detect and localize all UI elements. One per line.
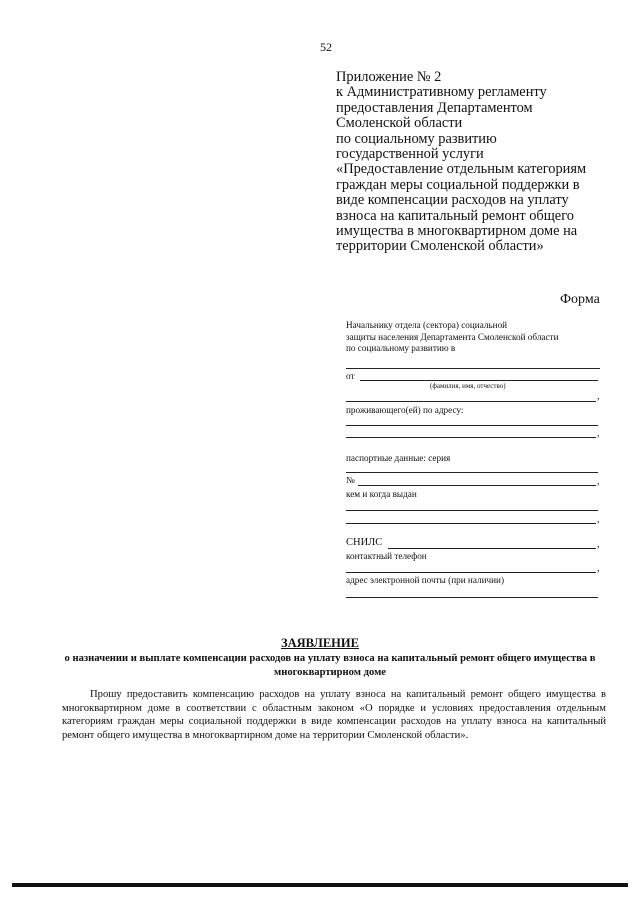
- page-number: 52: [320, 40, 332, 54]
- comma: ,: [597, 428, 600, 439]
- annex-line: к Административному регламенту: [336, 84, 547, 101]
- email-label: адрес электронной почты (при наличии): [346, 575, 505, 585]
- fio-hint: (фамилия, имя, отчество): [430, 382, 506, 390]
- statement-title: ЗАЯВЛЕНИЕ: [281, 636, 359, 650]
- annex-line: граждан меры социальной поддержки в: [336, 176, 580, 193]
- comma: ,: [597, 539, 600, 550]
- address-label: проживающего(ей) по адресу:: [346, 405, 464, 415]
- annex-line: Приложение № 2: [336, 69, 442, 85]
- statement-subtitle: о назначении и выплате компенсации расходов на уплату взноса на капитальный ремонт общего имущества в многоквартирном доме: [64, 653, 596, 678]
- passport-number-line[interactable]: [358, 485, 596, 486]
- comma: ,: [597, 391, 600, 402]
- comma: ,: [597, 514, 600, 525]
- annex-line: имущества в многоквартирном доме на: [336, 223, 578, 240]
- bottom-border: [12, 883, 628, 887]
- recipient-block: [346, 320, 601, 355]
- comma: ,: [597, 476, 600, 487]
- passport-number-label: №: [346, 475, 355, 485]
- comma: ,: [597, 563, 600, 574]
- annex-line: предоставления Департаментом: [336, 99, 533, 116]
- address-line-1[interactable]: [346, 425, 598, 426]
- issued-line-1[interactable]: [346, 510, 598, 511]
- snils-label: СНИЛС: [346, 537, 383, 548]
- annex-line: «Предоставление отдельным категориям: [336, 161, 587, 178]
- email-line[interactable]: [346, 597, 598, 598]
- snils-line[interactable]: [388, 548, 596, 549]
- from-label: от: [346, 371, 355, 381]
- annex-header: [336, 70, 606, 255]
- recipient-dept-line[interactable]: [346, 368, 600, 369]
- recipient-line: защиты населения Департамента Смоленской области: [346, 331, 559, 342]
- recipient-line: Начальнику отдела (сектора) социальной: [346, 320, 508, 330]
- statement-paragraph: Прошу предоставить компенсацию расходов на уплату взноса на капитальный ремонт общего имущества в многоквартирном доме в соответствии с областным законом «О порядке и условиях предоставления отдельным категориям граждан меры социальной поддержки в виде компенсации расходов на уплату взноса на капитальный ремонт общего имущества в многоквартирном доме на территории Смоленской области».: [62, 689, 606, 741]
- issued-line-2[interactable]: [346, 523, 596, 524]
- phone-line[interactable]: [346, 572, 596, 573]
- annex-line: территории Смоленской области»: [336, 238, 544, 255]
- fio-line[interactable]: [360, 380, 598, 381]
- annex-line: государственной услуги: [336, 146, 484, 163]
- annex-line: Смоленской области: [336, 115, 463, 132]
- annex-line: виде компенсации расходов на уплату: [336, 192, 569, 209]
- issued-label: кем и когда выдан: [346, 489, 417, 499]
- form-label: Форма: [560, 292, 600, 307]
- fio-line-2[interactable]: [346, 401, 596, 402]
- passport-label: паспортные данные: серия: [346, 453, 451, 463]
- address-line-2[interactable]: [346, 437, 596, 438]
- recipient-line: по социальному развитию в: [346, 343, 456, 354]
- statement-body: [62, 688, 606, 742]
- phone-label: контактный телефон: [346, 551, 427, 561]
- annex-line: взноса на капитальный ремонт общего: [336, 207, 574, 224]
- passport-series-line[interactable]: [346, 472, 598, 473]
- annex-line: по социальному развитию: [336, 130, 497, 147]
